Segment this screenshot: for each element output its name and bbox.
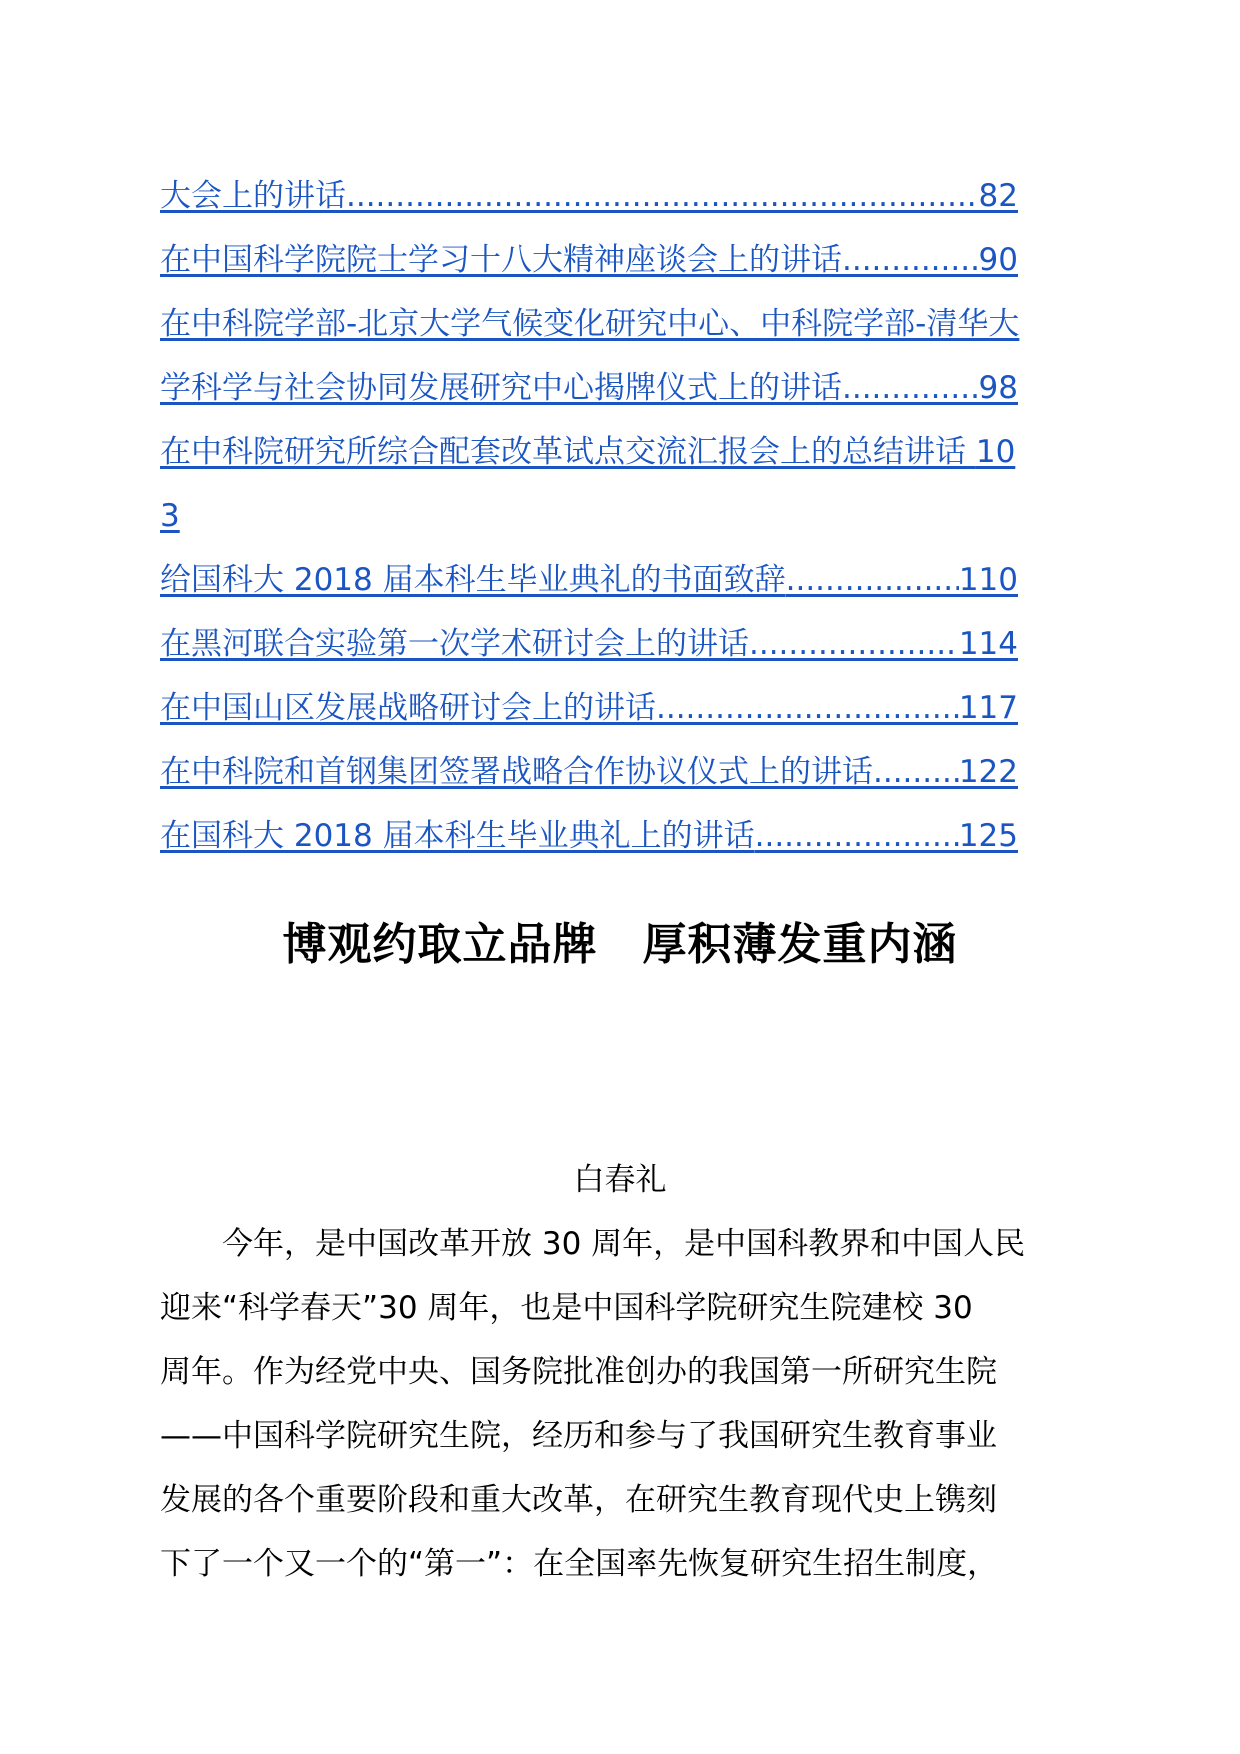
article-title: 博观约取立品牌 厚积薄发重内涵 [282,919,958,970]
toc-entry-page: 90 [978,242,1018,278]
toc-entry[interactable] [160,356,1018,420]
article-body [160,1212,1120,1596]
body-line: 今年，是中国改革开放 30 周年，是中国科教界和中国人民 [160,1226,1026,1262]
toc-leader-dots [656,676,959,740]
toc-leader-dots [842,356,979,420]
toc-entry-page: 114 [958,626,1018,662]
toc-entry[interactable] [160,164,1018,228]
toc-leader-dots [873,740,959,804]
toc-entry-title: 在黑河联合实验第一次学术研讨会上的讲话 [160,626,749,662]
toc-entry-title: 学科学与社会协同发展研究中心揭牌仪式上的讲话 [160,370,842,406]
body-line: ——中国科学院研究生院，经历和参与了我国研究生教育事业 [160,1418,997,1454]
toc-leader-dots [346,164,979,228]
toc-leader-dots [786,548,959,612]
toc-entry-page: 122 [958,754,1018,790]
toc-entry-page: 110 [958,562,1018,598]
toc-entry[interactable] [160,228,1018,292]
toc-entry-title: 在中科院研究所综合配套改革试点交流汇报会上的总结讲话 [160,434,966,470]
toc-entry[interactable] [160,548,1018,612]
toc-entry-title: 给国科大 2018 届本科生毕业典礼的书面致辞 [160,562,786,598]
toc-entry[interactable] [160,420,1090,484]
toc-leader-dots [755,804,959,868]
toc-entry-title: 在中科院和首钢集团签署战略合作协议仪式上的讲话 [160,754,873,790]
article-author: 白春礼 [573,1162,667,1198]
toc-entry-page-continuation[interactable]: 3 [160,498,180,534]
toc-entry[interactable] [160,804,1018,868]
toc-entry-page: 82 [978,178,1018,214]
body-line: 迎来“科学春天”30 周年，也是中国科学院研究生院建校 30 [160,1290,973,1326]
toc-entry-title: 在国科大 2018 届本科生毕业典礼上的讲话 [160,818,755,854]
toc-entry[interactable] [160,676,1018,740]
table-of-contents [160,164,1090,868]
toc-entry-page: 125 [958,818,1018,854]
toc-entry-title: 在中国科学院院士学习十八大精神座谈会上的讲话 [160,242,842,278]
toc-entry[interactable] [160,612,1018,676]
body-line: 周年。作为经党中央、国务院批准创办的我国第一所研究生院 [160,1354,997,1390]
toc-entry-page: 98 [978,370,1018,406]
toc-leader-dots [749,612,959,676]
toc-entry-title: 大会上的讲话 [160,178,346,214]
toc-entry-first-line[interactable]: 在中科院学部-北京大学气候变化研究中心、中科院学部-清华大 [160,306,1020,342]
toc-entry-title: 在中国山区发展战略研讨会上的讲话 [160,690,656,726]
body-line: 发展的各个重要阶段和重大改革，在研究生教育现代史上镌刻 [160,1482,997,1518]
toc-entry[interactable] [160,740,1018,804]
body-line: 下了一个又一个的“第一”：在全国率先恢复研究生招生制度， [160,1546,999,1582]
toc-entry-page: 117 [958,690,1018,726]
toc-entry-page: 10 [975,434,1016,470]
toc-leader-dots [842,228,979,292]
